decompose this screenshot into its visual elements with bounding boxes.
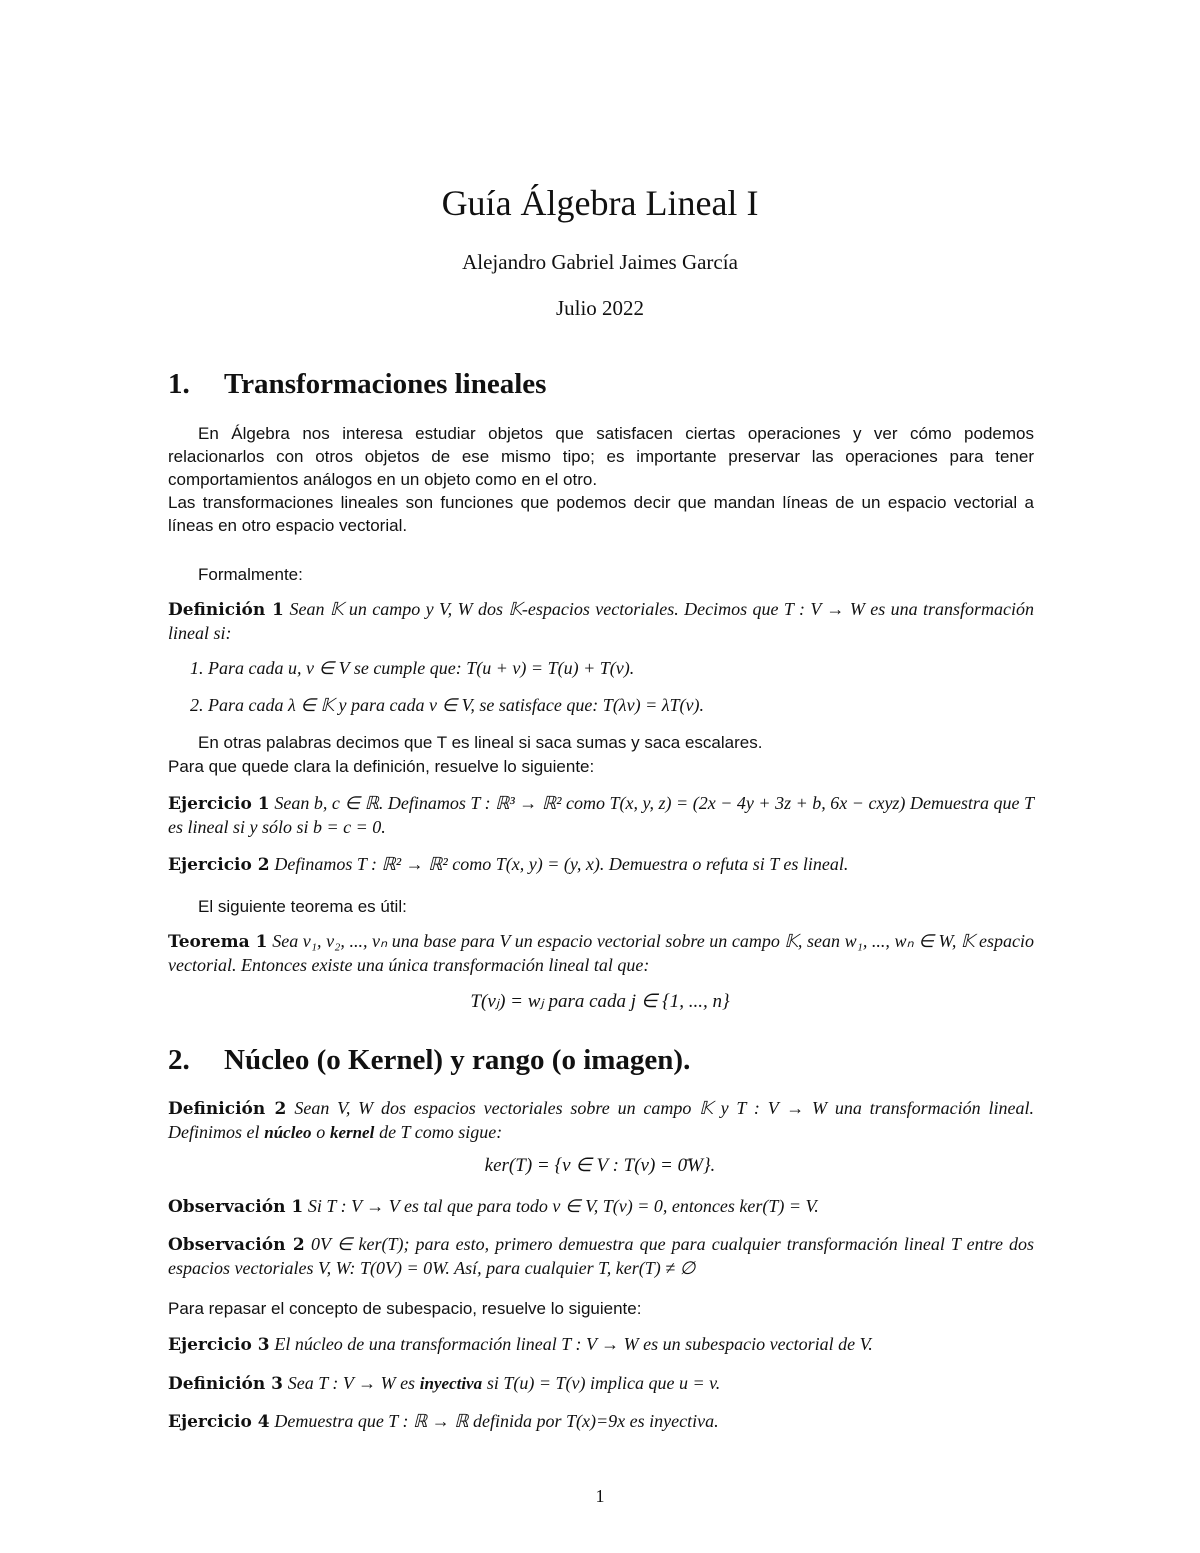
after-definition-1-a: En otras palabras decimos que T es lineal si saca sumas y saca escalares.	[198, 733, 763, 752]
exercise-2-text: Definamos T : ℝ² → ℝ² como T(x, y) = (y, x). Demuestra o refuta si T es lineal.	[274, 854, 849, 874]
observation-1-text: Si T : V → V es tal que para todo v ∈ V, T(v) = 0, entonces ker(T) = V.	[307, 1196, 819, 1216]
after-definition-1-b: Para que quede clara la definición, resuelve lo siguiente:	[168, 757, 595, 776]
observation-1-label: Observación 1	[168, 1197, 304, 1217]
observation-2-text: 0V ∈ ker(T); para esto, primero demuestra que para cualquier transformación lineal T entre dos espacios vectoriales V, W: T(0V) = 0W. Así, para cualquier T, ker(T) ≠ ∅	[168, 1234, 1034, 1278]
exercise-1-text: Sean b, c ∈ ℝ. Definamos T : ℝ³ → ℝ² como T(x, y, z) = (2x − 4y + 3z + b, 6x − cxyz) Demuestra que T es lineal si y sólo si b = c = 0.	[168, 793, 1034, 837]
theorem-1-text: Sea v₁, v₂, ..., vₙ una base para V un espacio vectorial sobre un campo 𝕂, sean w₁, ..., wₙ ∈ W, 𝕂 espacio vectorial. Entonces existe una única transformación lineal tal que:	[168, 931, 1034, 975]
definition-3-label: Definición 3	[168, 1374, 283, 1394]
theorem-1-formula: T(vⱼ) = wⱼ para cada j ∈ {1, ..., n}	[470, 991, 730, 1012]
exercise-1-label: Ejercicio 1	[168, 794, 270, 814]
observation-2	[168, 1233, 1034, 1280]
section-1-number: 1.	[168, 368, 190, 400]
definition-3-text-a: Sea T : V → W es	[287, 1373, 416, 1393]
exercise-3	[168, 1333, 1034, 1357]
observation-2-label: Observación 2	[168, 1235, 305, 1255]
definition-1-text: Sean 𝕂 un campo y V, W dos 𝕂-espacios vectoriales. Decimos que T : V → W es una transformación lineal si:	[168, 599, 1034, 643]
exercise-1	[168, 792, 1034, 839]
definition-2	[168, 1097, 1034, 1144]
formally-text: Formalmente:	[198, 565, 303, 584]
definition-2-mid: o	[316, 1122, 326, 1142]
section-2-number: 2.	[168, 1044, 190, 1076]
date: Julio 2022	[555, 296, 645, 320]
section-2-title: Núcleo (o Kernel) y rango (o imagen).	[224, 1044, 691, 1076]
author: Alejandro Gabriel Jaimes García	[462, 250, 738, 274]
page-number: 1	[595, 1486, 605, 1506]
observation-1	[168, 1195, 1034, 1219]
definition-3-text-b: si T(u) = T(v) implica que u = v.	[486, 1373, 721, 1393]
definition-2-formula: ker(T) = {v ∈ V : T(v) = 0̄W}.	[484, 1155, 716, 1176]
definition-1	[168, 598, 1034, 645]
section-1-title: Transformaciones lineales	[224, 368, 547, 400]
subspace-text: Para repasar el concepto de subespacio, resuelve lo siguiente:	[168, 1299, 642, 1318]
definition-2-bold-nucleo: núcleo	[264, 1123, 312, 1142]
exercise-4-text: Demuestra que T : ℝ → ℝ definida por T(x)=9x es inyectiva.	[274, 1411, 719, 1431]
document-title: Guía Álgebra Lineal I	[441, 183, 759, 223]
exercise-4-label: Ejercicio 4	[168, 1412, 270, 1432]
definition-2-label: Definición 2	[168, 1099, 287, 1119]
section-1-heading	[168, 368, 546, 401]
exercise-4	[168, 1410, 1034, 1434]
exercise-2-label: Ejercicio 2	[168, 855, 270, 875]
exercise-3-label: Ejercicio 3	[168, 1335, 270, 1355]
definition-1-label: Definición 1	[168, 600, 284, 620]
definition-3-bold-inyectiva: inyectiva	[419, 1374, 483, 1393]
definition-1-item-2: 2. Para cada λ ∈ 𝕂 y para cada v ∈ V, se satisface que: T(λv) = λT(v).	[190, 695, 705, 715]
definition-2-bold-kernel: kernel	[329, 1123, 375, 1142]
definition-1-item-1: 1. Para cada u, v ∈ V se cumple que: T(u + v) = T(u) + T(v).	[190, 658, 635, 678]
theorem-1	[168, 930, 1034, 977]
useful-theorem-text: El siguiente teorema es útil:	[198, 897, 407, 916]
definition-2-text-b: de T como sigue:	[379, 1122, 503, 1142]
intro-paragraph-1: En Álgebra nos interesa estudiar objetos que satisfacen ciertas operaciones y ver cómo podemos relacionarlos con otros objetos de ese mismo tipo; es importante preservar las operaciones para tener comportamientos análogos en un objeto como en el otro.	[168, 424, 1034, 489]
section-2-heading	[168, 1044, 690, 1077]
intro-paragraph-2: Las transformaciones lineales son funciones que podemos decir que mandan líneas de un espacio vectorial a líneas en otro espacio vectorial.	[168, 493, 1034, 535]
theorem-1-label: Teorema 1	[168, 932, 268, 952]
exercise-2	[168, 853, 1034, 877]
exercise-3-text: El núcleo de una transformación lineal T : V → W es un subespacio vectorial de V.	[274, 1334, 873, 1354]
definition-3	[168, 1372, 1034, 1396]
definition-2-text-a: Sean V, W dos espacios vectoriales sobre un campo 𝕂 y T : V → W una transformación lineal. Definimos el	[168, 1098, 1034, 1142]
